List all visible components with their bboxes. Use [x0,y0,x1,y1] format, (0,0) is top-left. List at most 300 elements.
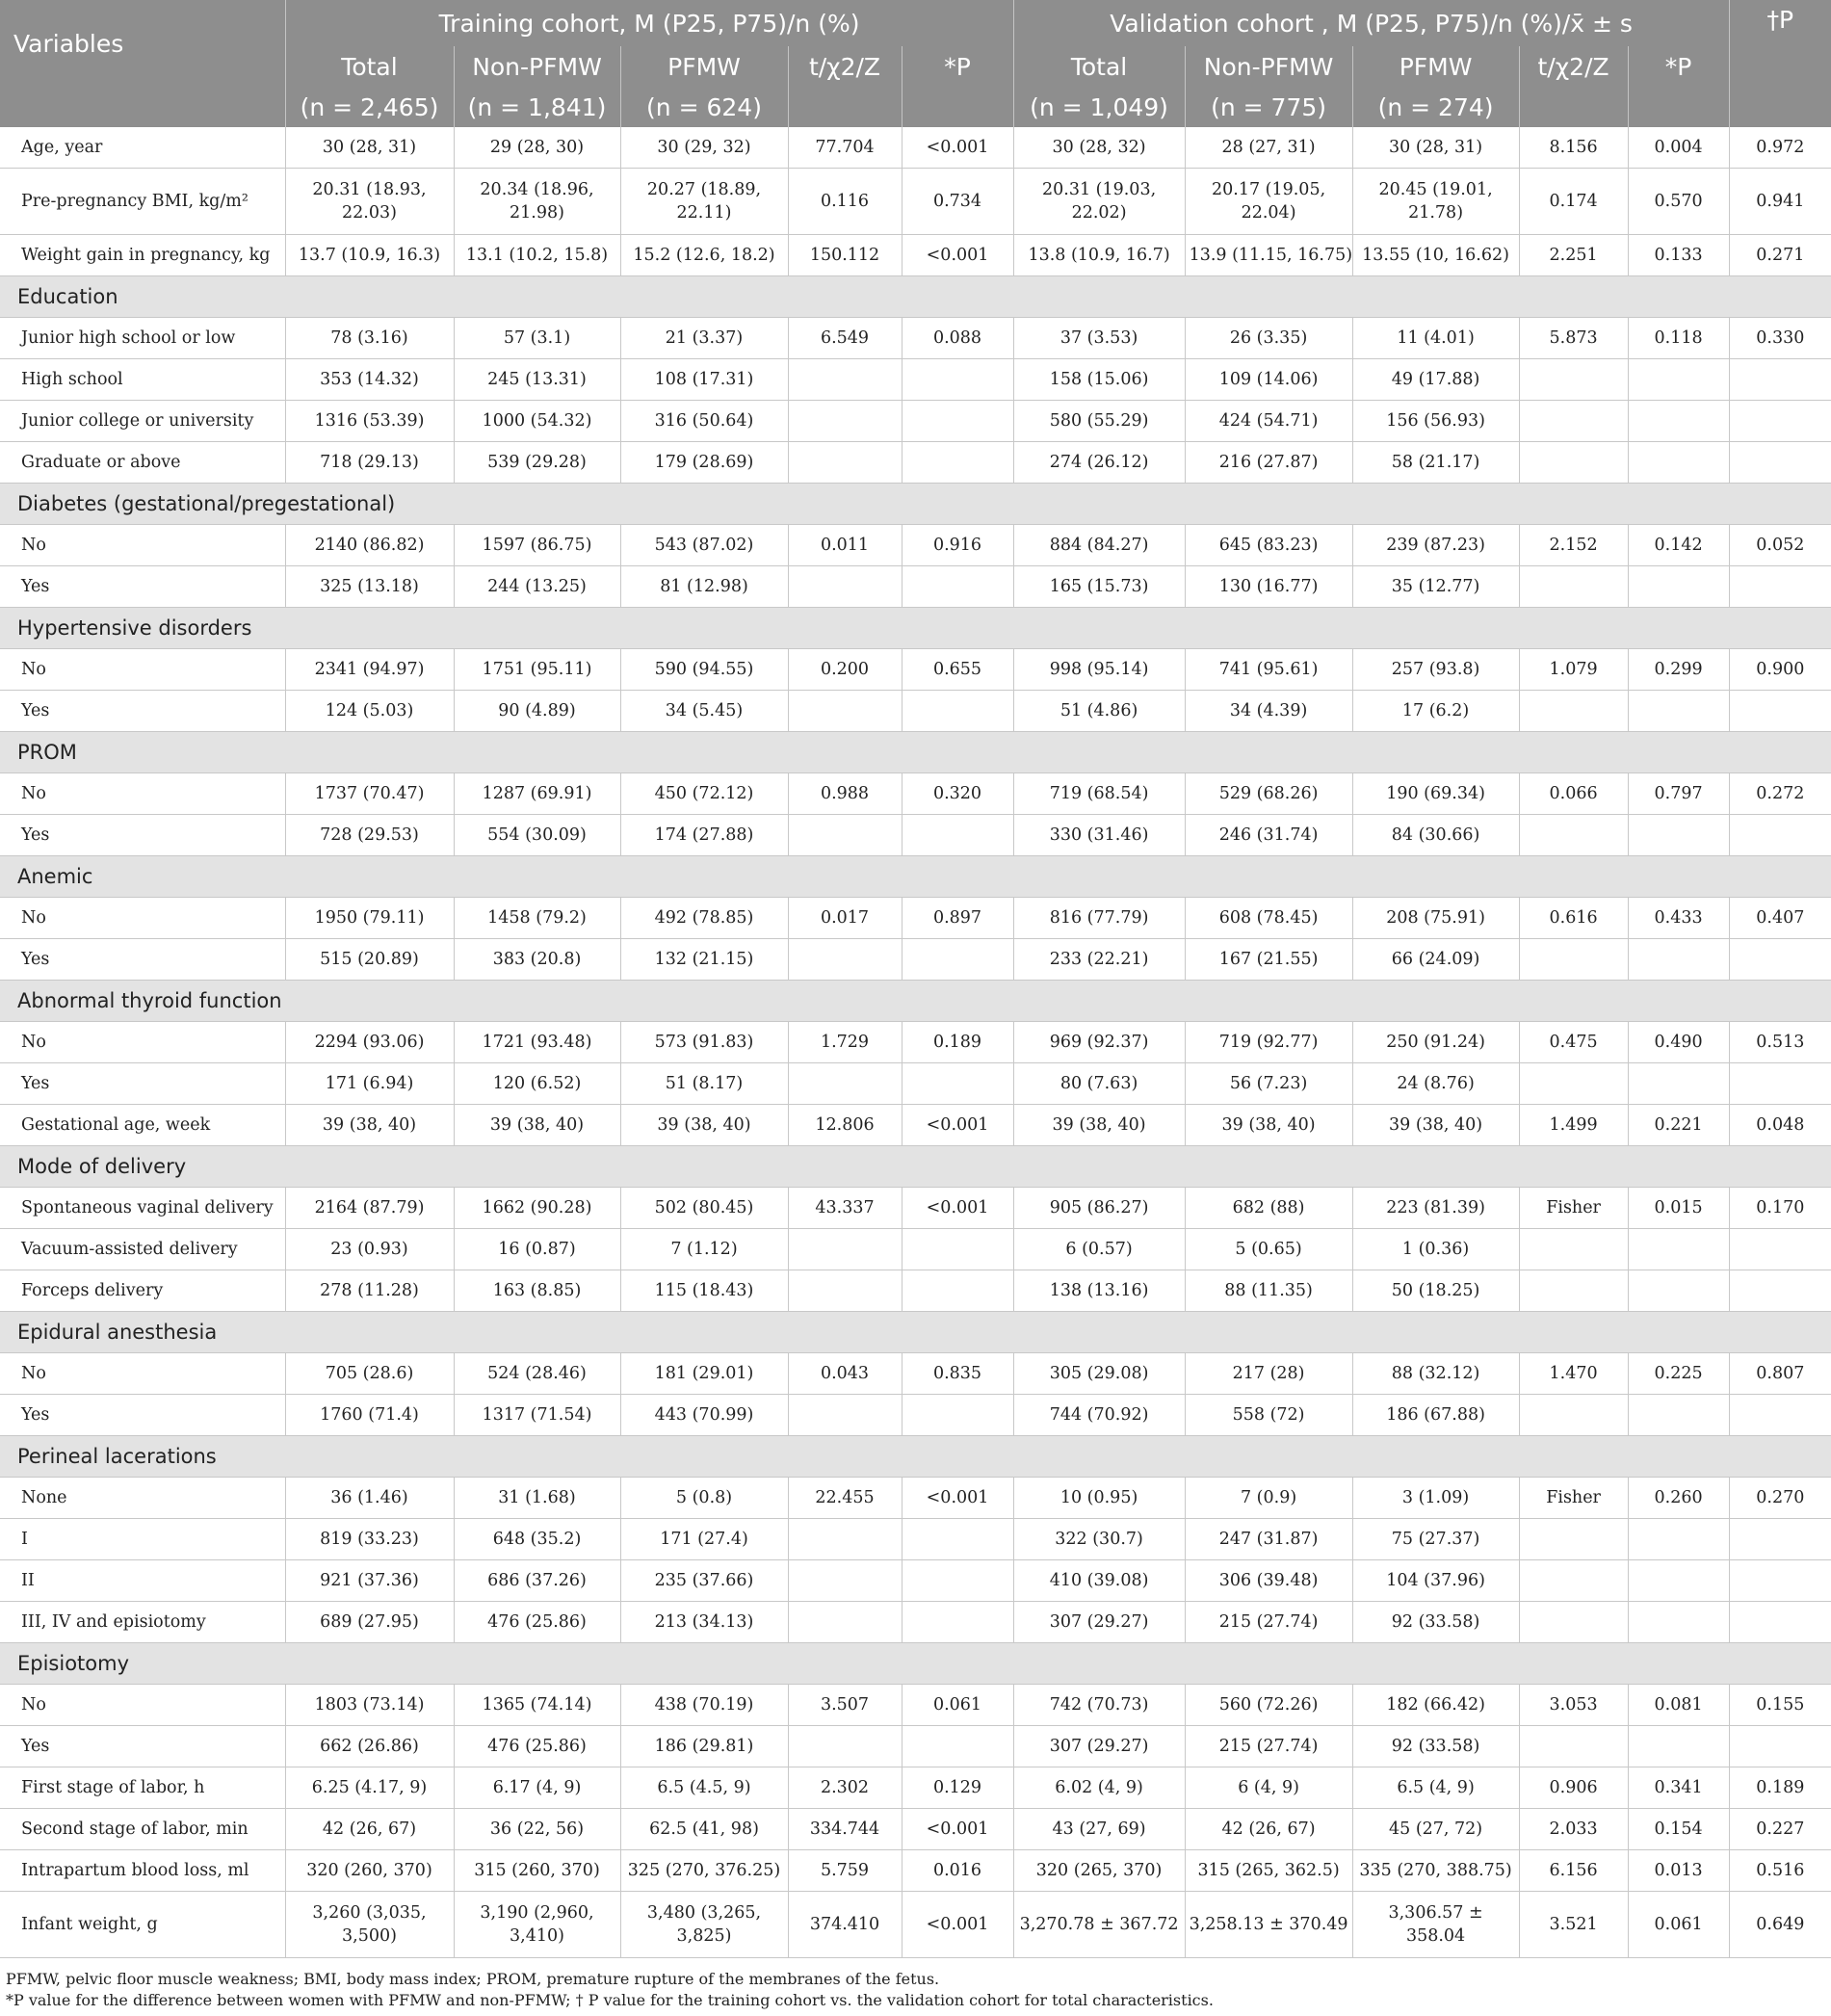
cell: 0.052 [1729,525,1831,566]
cell [902,1519,1013,1560]
row-label: Yes [0,815,285,856]
cell: 257 (93.8) [1352,649,1519,691]
cell: 1.470 [1519,1353,1628,1395]
cell [788,442,902,484]
cell: 325 (13.18) [285,566,454,608]
cell: 0.133 [1628,235,1729,276]
cell [1519,1229,1628,1270]
header-n-8 [1519,87,1628,127]
section-row [0,484,1831,525]
cell: 6.549 [788,318,902,359]
cell: 5.873 [1519,318,1628,359]
section-label: Episiotomy [0,1643,1831,1685]
table-row [0,1892,1831,1958]
cell: 0.118 [1628,318,1729,359]
table-row [0,1809,1831,1850]
cell: 3.053 [1519,1685,1628,1726]
cell: 590 (94.55) [620,649,788,691]
row-label: No [0,525,285,566]
cell: 171 (6.94) [285,1063,454,1105]
cell: 0.807 [1729,1353,1831,1395]
cell [902,1063,1013,1105]
cell: 92 (33.58) [1352,1602,1519,1643]
cell [902,1602,1013,1643]
cell: 476 (25.86) [454,1726,620,1767]
cell: 217 (28) [1185,1353,1352,1395]
cell: 0.066 [1519,773,1628,815]
cell: 90 (4.89) [454,691,620,732]
cell [1519,815,1628,856]
table-row [0,773,1831,815]
cell: 56 (7.23) [1185,1063,1352,1105]
cell: 0.271 [1729,235,1831,276]
cell: 0.221 [1628,1105,1729,1146]
cell [1628,359,1729,401]
header-n-2: (n = 624) [620,87,788,127]
cell: 1287 (69.91) [454,773,620,815]
cell: 0.225 [1628,1353,1729,1395]
cell: 109 (14.06) [1185,359,1352,401]
section-label: PROM [0,732,1831,773]
table-footnotes [6,1969,1826,2011]
cell [788,815,902,856]
cell: 1662 (90.28) [454,1188,620,1229]
cell [1519,566,1628,608]
cell: 163 (8.85) [454,1270,620,1312]
cell: 213 (34.13) [620,1602,788,1643]
cell: 0.272 [1729,773,1831,815]
cell: 24 (8.76) [1352,1063,1519,1105]
table-row [0,1188,1831,1229]
cell: 42 (26, 67) [285,1809,454,1850]
section-label: Mode of delivery [0,1146,1831,1188]
row-label: Gestational age, week [0,1105,285,1146]
row-label: Infant weight, g [0,1892,285,1958]
row-label: Yes [0,566,285,608]
cell: 156 (56.93) [1352,401,1519,442]
cell: 1950 (79.11) [285,898,454,939]
cell: 560 (72.26) [1185,1685,1352,1726]
header-n-7: (n = 274) [1352,87,1519,127]
cell: 0.649 [1729,1892,1831,1958]
cell: 215 (27.74) [1185,1726,1352,1767]
header-col-9: *P [1628,46,1729,87]
cell: 80 (7.63) [1013,1063,1185,1105]
cell [1519,1519,1628,1560]
cell: 30 (28, 31) [285,127,454,169]
cell: 108 (17.31) [620,359,788,401]
cell: 78 (3.16) [285,318,454,359]
cell: 0.015 [1628,1188,1729,1229]
cell: 77.704 [788,127,902,169]
cell: 1751 (95.11) [454,649,620,691]
header-col-2: PFMW [620,46,788,87]
cell: 648 (35.2) [454,1519,620,1560]
cell: 29 (28, 30) [454,127,620,169]
cell: 6.5 (4.5, 9) [620,1767,788,1809]
section-row [0,276,1831,318]
header-n-5: (n = 1,049) [1013,87,1185,127]
section-label: Abnormal thyroid function [0,981,1831,1022]
cell: 28 (27, 31) [1185,127,1352,169]
section-row [0,856,1831,898]
cell: 0.906 [1519,1767,1628,1809]
cell: 3,480 (3,265, 3,825) [620,1892,788,1958]
header-col-3: t/χ2/Z [788,46,902,87]
table-row [0,1560,1831,1602]
cell [1729,1229,1831,1270]
row-label: Vacuum-assisted delivery [0,1229,285,1270]
row-label: Second stage of labor, min [0,1809,285,1850]
cell [788,1270,902,1312]
cell [788,1602,902,1643]
cell [1729,442,1831,484]
cell: 75 (27.37) [1352,1519,1519,1560]
cell [902,939,1013,981]
cell: 21 (3.37) [620,318,788,359]
table-row [0,1063,1831,1105]
cell [1628,815,1729,856]
cell: 3.507 [788,1685,902,1726]
cell: 306 (39.48) [1185,1560,1352,1602]
table-row [0,1685,1831,1726]
cell [902,401,1013,442]
table-row [0,691,1831,732]
table-row [0,649,1831,691]
cell: 0.490 [1628,1022,1729,1063]
header-n-4 [902,87,1013,127]
cell [1628,1560,1729,1602]
header-col-4: *P [902,46,1013,87]
cell [902,359,1013,401]
cell: 0.260 [1628,1478,1729,1519]
row-label: Pre-pregnancy BMI, kg/m² [0,169,285,235]
table-row [0,169,1831,235]
cell [1519,1395,1628,1436]
cell: 239 (87.23) [1352,525,1519,566]
header-n-9 [1628,87,1729,127]
table-row [0,127,1831,169]
row-label: Yes [0,1395,285,1436]
cell: 30 (28, 32) [1013,127,1185,169]
row-label: II [0,1560,285,1602]
cell [1628,1726,1729,1767]
cell: 182 (66.42) [1352,1685,1519,1726]
row-label: Junior high school or low [0,318,285,359]
cell: 0.170 [1729,1188,1831,1229]
cell: 2341 (94.97) [285,649,454,691]
cell [1628,939,1729,981]
cell: <0.001 [902,127,1013,169]
section-label: Perineal lacerations [0,1436,1831,1478]
row-label: Forceps delivery [0,1270,285,1312]
cell: 662 (26.86) [285,1726,454,1767]
cell: 12.806 [788,1105,902,1146]
cell: 686 (37.26) [454,1560,620,1602]
cell: 250 (91.24) [1352,1022,1519,1063]
cell: 57 (3.1) [454,318,620,359]
cell: 16 (0.87) [454,1229,620,1270]
cell: 1.729 [788,1022,902,1063]
cell: 3,270.78 ± 367.72 [1013,1892,1185,1958]
header-n-spacer [1729,87,1831,127]
cell: 1760 (71.4) [285,1395,454,1436]
cell: 558 (72) [1185,1395,1352,1436]
cell: 165 (15.73) [1013,566,1185,608]
cell: 3,190 (2,960, 3,410) [454,1892,620,1958]
cell: 0.061 [902,1685,1013,1726]
cell: 335 (270, 388.75) [1352,1850,1519,1892]
cell [1729,691,1831,732]
cell: 3 (1.09) [1352,1478,1519,1519]
cell: 81 (12.98) [620,566,788,608]
cell: 6.17 (4, 9) [454,1767,620,1809]
header-col-6: Non-PFMW [1185,46,1352,87]
row-label: None [0,1478,285,1519]
cell: 728 (29.53) [285,815,454,856]
cell [1729,401,1831,442]
cell: 742 (70.73) [1013,1685,1185,1726]
cell: 186 (67.88) [1352,1395,1519,1436]
cell: 6.02 (4, 9) [1013,1767,1185,1809]
cell: 20.31 (18.93, 22.03) [285,169,454,235]
cell: Fisher [1519,1478,1628,1519]
cell: 1317 (71.54) [454,1395,620,1436]
row-label: Yes [0,691,285,732]
cell: 0.897 [902,898,1013,939]
cell [1519,359,1628,401]
cell: 1 (0.36) [1352,1229,1519,1270]
cell: <0.001 [902,235,1013,276]
cell: 120 (6.52) [454,1063,620,1105]
cell: 0.189 [902,1022,1013,1063]
row-label: Weight gain in pregnancy, kg [0,235,285,276]
footnote-p-values: *P value for the difference between women with PFMW and non-PFMW; † P value for the training cohort vs. the validation cohort for total characteristics. [6,1991,1214,2009]
cell: 0.142 [1628,525,1729,566]
cell: 246 (31.74) [1185,815,1352,856]
header-col-0: Total [285,46,454,87]
cell [902,1395,1013,1436]
cell: 1365 (74.14) [454,1685,620,1726]
row-label: No [0,898,285,939]
cell: 6.5 (4, 9) [1352,1767,1519,1809]
cell: 6.25 (4.17, 9) [285,1767,454,1809]
cell: 15.2 (12.6, 18.2) [620,235,788,276]
cell: 0.154 [1628,1809,1729,1850]
table-row [0,525,1831,566]
cell: 0.016 [902,1850,1013,1892]
cell: 223 (81.39) [1352,1188,1519,1229]
table-row [0,898,1831,939]
cell: 539 (29.28) [454,442,620,484]
table-row [0,1602,1831,1643]
cell: 51 (4.86) [1013,691,1185,732]
cell: 171 (27.4) [620,1519,788,1560]
cell: 524 (28.46) [454,1353,620,1395]
cell: 115 (18.43) [620,1270,788,1312]
cell: 1597 (86.75) [454,525,620,566]
row-label: Age, year [0,127,285,169]
cell: 3,306.57 ± 358.04 [1352,1892,1519,1958]
cell: 0.129 [902,1767,1013,1809]
cell: 0.513 [1729,1022,1831,1063]
cell [788,1229,902,1270]
cell: 8.156 [1519,127,1628,169]
cell: 13.8 (10.9, 16.7) [1013,235,1185,276]
cell: 476 (25.86) [454,1602,620,1643]
cell: 174 (27.88) [620,815,788,856]
section-row [0,1312,1831,1353]
cell: 320 (265, 370) [1013,1850,1185,1892]
cell: 438 (70.19) [620,1685,788,1726]
row-label: No [0,773,285,815]
cell: 130 (16.77) [1185,566,1352,608]
cell [788,1063,902,1105]
header-n-1: (n = 1,841) [454,87,620,127]
cell: 37 (3.53) [1013,318,1185,359]
cell: 51 (8.17) [620,1063,788,1105]
cell: 543 (87.02) [620,525,788,566]
cell: 104 (37.96) [1352,1560,1519,1602]
cell: 150.112 [788,235,902,276]
cell: 0.048 [1729,1105,1831,1146]
cell [788,566,902,608]
table-row [0,1519,1831,1560]
cell: 50 (18.25) [1352,1270,1519,1312]
row-label: Yes [0,1726,285,1767]
cell: 905 (86.27) [1013,1188,1185,1229]
cell: 278 (11.28) [285,1270,454,1312]
cell: 20.34 (18.96, 21.98) [454,169,620,235]
cell: 42 (26, 67) [1185,1809,1352,1850]
cell: 450 (72.12) [620,773,788,815]
section-label: Education [0,276,1831,318]
cell: 689 (27.95) [285,1602,454,1643]
section-label: Epidural anesthesia [0,1312,1831,1353]
cell: 816 (77.79) [1013,898,1185,939]
cell [788,691,902,732]
cell: 34 (4.39) [1185,691,1352,732]
header-validation-cohort: Validation cohort , M (P25, P75)/n (%)/x̄ ± s [1013,0,1729,46]
cell: 0.570 [1628,169,1729,235]
cell: 179 (28.69) [620,442,788,484]
row-label: Junior college or university [0,401,285,442]
table-row [0,1229,1831,1270]
row-label: High school [0,359,285,401]
cell: 39 (38, 40) [620,1105,788,1146]
cell: 316 (50.64) [620,401,788,442]
header-dagger-p: †P [1729,0,1831,87]
table-header [0,0,1831,127]
table-row [0,235,1831,276]
cell: 20.27 (18.89, 22.11) [620,169,788,235]
table-row [0,566,1831,608]
cell: 0.941 [1729,169,1831,235]
cell: 0.433 [1628,898,1729,939]
cell: 320 (260, 370) [285,1850,454,1892]
cell: 719 (68.54) [1013,773,1185,815]
cell: 216 (27.87) [1185,442,1352,484]
cell: 7 (1.12) [620,1229,788,1270]
cell: 88 (11.35) [1185,1270,1352,1312]
cell: 0.330 [1729,318,1831,359]
cell: 13.55 (10, 16.62) [1352,235,1519,276]
cell: 969 (92.37) [1013,1022,1185,1063]
table-row [0,1726,1831,1767]
cell: 741 (95.61) [1185,649,1352,691]
cell: 0.189 [1729,1767,1831,1809]
cell: 322 (30.7) [1013,1519,1185,1560]
cell [1628,566,1729,608]
cell: 719 (92.77) [1185,1022,1352,1063]
section-row [0,732,1831,773]
cell: 245 (13.31) [454,359,620,401]
cell: 0.088 [902,318,1013,359]
cell: 0.797 [1628,773,1729,815]
cell [1729,1602,1831,1643]
cell: 325 (270, 376.25) [620,1850,788,1892]
cell [1519,1602,1628,1643]
cell [1729,1726,1831,1767]
footnote-abbreviations: PFMW, pelvic floor muscle weakness; BMI, body mass index; PROM, premature rupture of the membranes of the fetus. [6,1970,940,1988]
cell: <0.001 [902,1892,1013,1958]
cell [1729,359,1831,401]
cell: 580 (55.29) [1013,401,1185,442]
header-n-3 [788,87,902,127]
cell [1628,691,1729,732]
table-row [0,1850,1831,1892]
cell [1628,1063,1729,1105]
cell: <0.001 [902,1478,1013,1519]
cell: 424 (54.71) [1185,401,1352,442]
cell: 819 (33.23) [285,1519,454,1560]
cell: 36 (22, 56) [454,1809,620,1850]
cell [1628,401,1729,442]
cell: 744 (70.92) [1013,1395,1185,1436]
header-sample-sizes [0,87,1831,127]
cell: 502 (80.45) [620,1188,788,1229]
cell: 20.17 (19.05, 22.04) [1185,169,1352,235]
row-label: No [0,1685,285,1726]
cell: 215 (27.74) [1185,1602,1352,1643]
cell: 49 (17.88) [1352,359,1519,401]
cell: 6.156 [1519,1850,1628,1892]
cell [902,691,1013,732]
cell [1519,1726,1628,1767]
cell: 998 (95.14) [1013,649,1185,691]
cell: <0.001 [902,1188,1013,1229]
cell [1628,1519,1729,1560]
table-row [0,1270,1831,1312]
section-row [0,1643,1831,1685]
cell: 1458 (79.2) [454,898,620,939]
table-row [0,1767,1831,1809]
cell: 17 (6.2) [1352,691,1519,732]
cell: 0.270 [1729,1478,1831,1519]
cell: 529 (68.26) [1185,773,1352,815]
cell: 1.499 [1519,1105,1628,1146]
cell: 1803 (73.14) [285,1685,454,1726]
section-row [0,1146,1831,1188]
cell: <0.001 [902,1105,1013,1146]
row-label: No [0,1022,285,1063]
cell: 0.017 [788,898,902,939]
cell: 5 (0.65) [1185,1229,1352,1270]
cell: 2140 (86.82) [285,525,454,566]
cell: 0.061 [1628,1892,1729,1958]
cell: 2294 (93.06) [285,1022,454,1063]
cell [1729,939,1831,981]
